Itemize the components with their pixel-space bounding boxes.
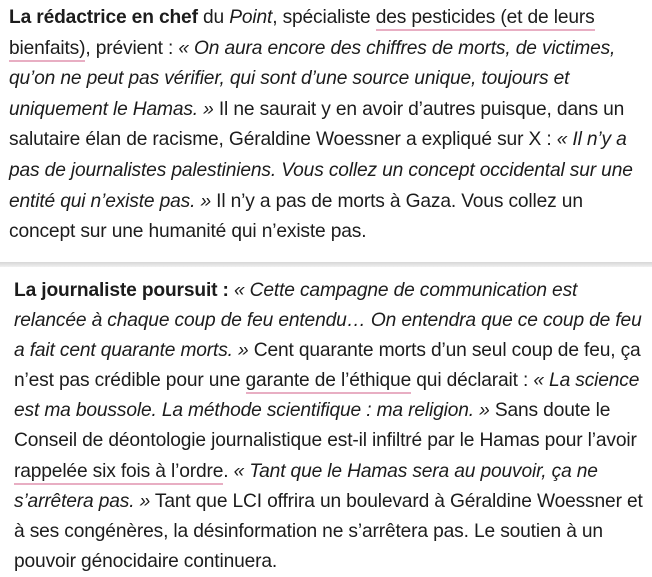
text-run: du	[197, 7, 230, 28]
text-run: Cent quarante morts d’un seul coup de feu, ça n’est pas crédible pour une	[14, 340, 641, 392]
paragraph-1	[9, 3, 646, 248]
text-run: , prévient :	[85, 37, 179, 59]
text-run: Sans doute le Conseil de déontologie journalistique est-il infiltré par le Hamas pour l’avoir	[14, 400, 637, 452]
quote: « Il n’y a pas de journalistes palestiniens. Vous collez un concept occidental sur une entité qui n’existe pas. »	[9, 129, 633, 212]
text-run: Il ne saurait y en avoir d’autres puisque, dans un salutaire élan de racisme, Géraldine Woessner a expliqué sur X :	[9, 98, 625, 151]
paragraph-2	[14, 276, 646, 577]
text-run: .	[223, 460, 234, 482]
lead-label: La rédactrice en chef	[9, 7, 198, 28]
recalled-to-order-link[interactable]: rappelée six fois à l’ordre	[14, 461, 223, 485]
paragraph-block-2	[0, 267, 652, 573]
text-run: Il n’y a pas de morts à Gaza. Vous collez un concept sur une humanité qui n’existe pas.	[9, 190, 583, 243]
pesticides-link[interactable]: des pesticides (et de leurs bienfaits)	[9, 7, 595, 62]
text-run: , spécialiste	[272, 7, 376, 28]
ethics-guarantor-link[interactable]: garante de l’éthique	[246, 370, 412, 394]
quote: « La science est ma boussole. La méthode scientifique : ma religion. »	[14, 370, 640, 422]
publication-name: Point	[229, 7, 273, 28]
quote: « Cette campagne de communication est relancée à chaque coup de feu entendu… On entendra que ce coup de feu a fait cent quarante morts. »	[14, 280, 642, 362]
paragraph-block-1	[0, 0, 652, 262]
quote: « On aura encore des chiffres de morts, de victimes, qu’on ne peut pas vérifier, qui sont d’une source unique, toujours et uniquement le Hamas. »	[9, 37, 616, 120]
text-run: Tant que LCI offrira un boulevard à Géraldine Woessner et à ses congénères, la désinformation ne s’arrêtera pas. Le soutien à un pouvoir génocidaire continuera.	[14, 490, 643, 572]
lead-label: La journaliste poursuit :	[14, 280, 229, 301]
quote: « Tant que le Hamas sera au pouvoir, ça ne s’arrêtera pas. »	[14, 460, 598, 512]
text-run: qui déclarait :	[411, 370, 534, 392]
